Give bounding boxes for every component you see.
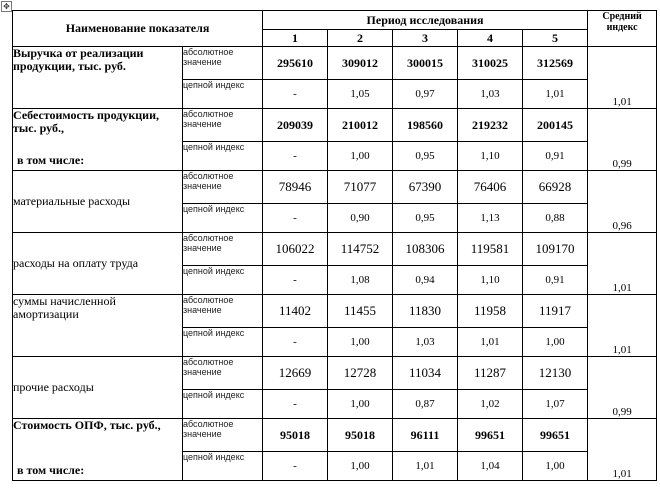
chain-index-cell: - [263, 328, 328, 357]
chain-index-cell: 0,94 [393, 266, 458, 295]
chain-index-cell: 1,03 [393, 328, 458, 357]
absolute-value-cell: 95018 [328, 419, 393, 452]
indicator-label: Выручка от реализации продукции, тыс. руб. [13, 46, 144, 73]
row-type-label: абсолютное значение [183, 171, 263, 204]
chain-index-cell: 1,05 [328, 80, 393, 109]
chain-index-cell: - [263, 266, 328, 295]
period-number: 4 [458, 30, 523, 47]
absolute-value-cell: 11455 [328, 295, 393, 328]
chain-index-cell: 1,00 [523, 452, 588, 481]
absolute-value-cell: 310025 [458, 47, 523, 80]
absolute-value-cell: 198560 [393, 109, 458, 142]
chain-index-cell: 1,00 [328, 390, 393, 419]
absolute-value-cell: 99651 [523, 419, 588, 452]
absolute-value-cell: 114752 [328, 233, 393, 266]
absolute-value-cell: 67390 [393, 171, 458, 204]
absolute-value-cell: 12130 [523, 357, 588, 390]
chain-index-cell: 1,10 [458, 142, 523, 171]
absolute-value-cell: 309012 [328, 47, 393, 80]
indicator-name [13, 171, 183, 233]
row-type-label: цепной индекс [183, 328, 263, 357]
table-row [13, 295, 657, 328]
row-type-label: цепной индекс [183, 80, 263, 109]
chain-index-cell: 0,91 [523, 142, 588, 171]
indicators-table [12, 10, 657, 481]
absolute-value-cell: 76406 [458, 171, 523, 204]
indicator-sublabel: в том числе: [17, 463, 85, 477]
period-number: 2 [328, 30, 393, 47]
average-index-cell: 0,99 [588, 357, 657, 419]
indicator-label: прочие расходы [13, 380, 94, 394]
absolute-value-cell: 119581 [458, 233, 523, 266]
absolute-value-cell: 209039 [263, 109, 328, 142]
chain-index-cell: - [263, 390, 328, 419]
average-index-cell: 0,96 [588, 171, 657, 233]
absolute-value-cell: 108306 [393, 233, 458, 266]
average-index-cell: 1,01 [588, 47, 657, 109]
absolute-value-cell: 95018 [263, 419, 328, 452]
absolute-value-cell: 78946 [263, 171, 328, 204]
row-type-label: абсолютное значение [183, 109, 263, 142]
chain-index-cell: 1,01 [523, 80, 588, 109]
absolute-value-cell: 312569 [523, 47, 588, 80]
period-number: 3 [393, 30, 458, 47]
absolute-value-cell: 99651 [458, 419, 523, 452]
table-row [13, 419, 657, 452]
indicator-label: суммы начисленной амортизации [13, 294, 116, 321]
row-type-label: цепной индекс [183, 204, 263, 233]
row-type-label: абсолютное значение [183, 357, 263, 390]
chain-index-cell: 0,88 [523, 204, 588, 233]
chain-index-cell: 1,08 [328, 266, 393, 295]
name-column-header: Наименование показателя [13, 11, 263, 47]
row-type-label: цепной индекс [183, 390, 263, 419]
row-type-label: абсолютное значение [183, 47, 263, 80]
absolute-value-cell: 11402 [263, 295, 328, 328]
absolute-value-cell: 11917 [523, 295, 588, 328]
chain-index-cell: 0,97 [393, 80, 458, 109]
indicator-name [13, 109, 183, 171]
period-number: 5 [523, 30, 588, 47]
absolute-value-cell: 11830 [393, 295, 458, 328]
absolute-value-cell: 11958 [458, 295, 523, 328]
chain-index-cell: 0,95 [393, 142, 458, 171]
row-type-label: цепной индекс [183, 142, 263, 171]
table-move-handle-icon[interactable]: ✥ [1, 1, 12, 12]
absolute-value-cell: 109170 [523, 233, 588, 266]
absolute-value-cell: 210012 [328, 109, 393, 142]
table-row [13, 233, 657, 266]
chain-index-cell: - [263, 204, 328, 233]
absolute-value-cell: 295610 [263, 47, 328, 80]
indicator-name [13, 295, 183, 357]
average-index-cell: 1,01 [588, 419, 657, 481]
chain-index-cell: 1,00 [328, 452, 393, 481]
absolute-value-cell: 12728 [328, 357, 393, 390]
absolute-value-cell: 12669 [263, 357, 328, 390]
chain-index-cell: 1,01 [393, 452, 458, 481]
chain-index-cell: 1,13 [458, 204, 523, 233]
indicator-sublabel: в том числе: [17, 153, 85, 167]
row-type-label: цепной индекс [183, 452, 263, 481]
chain-index-cell: 1,00 [328, 142, 393, 171]
indicator-label: материальные расходы [13, 194, 131, 208]
indicator-name [13, 419, 183, 481]
absolute-value-cell: 106022 [263, 233, 328, 266]
absolute-value-cell: 66928 [523, 171, 588, 204]
chain-index-cell: 1,00 [523, 328, 588, 357]
table-row [13, 109, 657, 142]
absolute-value-cell: 200145 [523, 109, 588, 142]
chain-index-cell: 1,03 [458, 80, 523, 109]
period-number: 1 [263, 30, 328, 47]
absolute-value-cell: 71077 [328, 171, 393, 204]
indicator-label: Стоимость ОПФ, тыс. руб., [13, 418, 161, 432]
average-index-cell: 1,01 [588, 295, 657, 357]
table-row [13, 47, 657, 80]
chain-index-cell: - [263, 142, 328, 171]
table-body [13, 47, 657, 481]
row-type-label: абсолютное значение [183, 295, 263, 328]
chain-index-cell: 1,07 [523, 390, 588, 419]
chain-index-cell: 1,10 [458, 266, 523, 295]
row-type-label: цепной индекс [183, 266, 263, 295]
chain-index-cell: 1,00 [328, 328, 393, 357]
indicator-name [13, 357, 183, 419]
chain-index-cell: - [263, 80, 328, 109]
row-type-label: абсолютное значение [183, 419, 263, 452]
indicator-label: Себестоимость продукции, тыс. руб., [13, 108, 159, 135]
chain-index-cell: - [263, 452, 328, 481]
table-row [13, 357, 657, 390]
chain-index-cell: 1,01 [458, 328, 523, 357]
row-type-label: абсолютное значение [183, 233, 263, 266]
absolute-value-cell: 219232 [458, 109, 523, 142]
table-row [13, 171, 657, 204]
period-column-header: Период исследования [263, 11, 588, 30]
average-index-cell: 1,01 [588, 233, 657, 295]
chain-index-cell: 0,91 [523, 266, 588, 295]
absolute-value-cell: 300015 [393, 47, 458, 80]
chain-index-cell: 0,95 [393, 204, 458, 233]
indicator-label: расходы на оплату труда [13, 256, 139, 270]
chain-index-cell: 1,04 [458, 452, 523, 481]
chain-index-cell: 0,90 [328, 204, 393, 233]
chain-index-cell: 1,02 [458, 390, 523, 419]
average-index-header: Средний индекс [588, 11, 657, 47]
absolute-value-cell: 11287 [458, 357, 523, 390]
average-index-cell: 0,99 [588, 109, 657, 171]
indicator-name [13, 233, 183, 295]
chain-index-cell: 0,87 [393, 390, 458, 419]
indicator-name [13, 47, 183, 109]
absolute-value-cell: 96111 [393, 419, 458, 452]
absolute-value-cell: 11034 [393, 357, 458, 390]
